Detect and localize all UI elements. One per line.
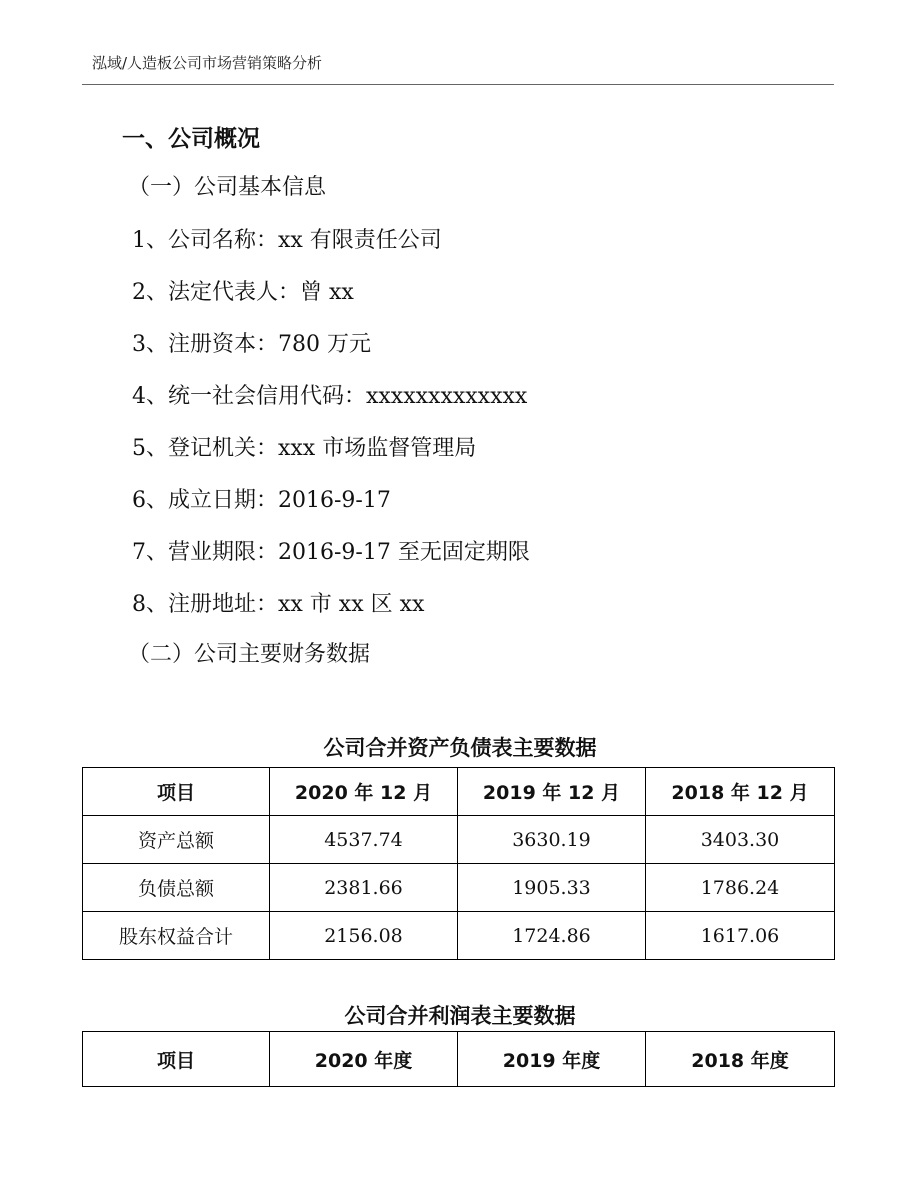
income-statement-table [82, 1031, 835, 1087]
balance-sheet-title: 公司合并资产负债表主要数据 [323, 736, 597, 760]
table-cell: 3403.30 [646, 816, 835, 864]
info-registered-address: 8、注册地址：xx 市 xx 区 xx [132, 592, 425, 617]
balance-sheet-table [82, 767, 835, 960]
row-label: 负债总额 [83, 864, 270, 912]
table-cell: 2381.66 [270, 864, 458, 912]
column-header: 2019 年 12 月 [458, 768, 646, 816]
column-header: 项目 [83, 1032, 270, 1087]
column-header: 2020 年度 [270, 1032, 458, 1087]
table-cell: 1905.33 [458, 864, 646, 912]
table-cell: 1724.86 [458, 912, 646, 960]
column-header: 2020 年 12 月 [270, 768, 458, 816]
column-header: 2019 年度 [458, 1032, 646, 1087]
table-cell: 1617.06 [646, 912, 835, 960]
info-company-name: 1、公司名称：xx 有限责任公司 [132, 228, 442, 253]
info-registered-capital: 3、注册资本：780 万元 [132, 332, 371, 357]
info-credit-code: 4、统一社会信用代码：xxxxxxxxxxxxx [132, 384, 528, 409]
row-label: 股东权益合计 [83, 912, 270, 960]
subsection-heading-financial-data: （二）公司主要财务数据 [128, 642, 371, 667]
income-statement-title: 公司合并利润表主要数据 [344, 1004, 576, 1028]
table-header-row [83, 1032, 835, 1087]
table-cell: 1786.24 [646, 864, 835, 912]
table-cell: 2156.08 [270, 912, 458, 960]
column-header: 项目 [83, 768, 270, 816]
page-header: 泓域/人造板公司市场营销策略分析 [92, 54, 323, 72]
table-cell: 4537.74 [270, 816, 458, 864]
section-heading: 一、公司概况 [122, 126, 260, 152]
info-business-term: 7、营业期限：2016-9-17 至无固定期限 [132, 540, 530, 565]
table-row [83, 912, 835, 960]
column-header: 2018 年度 [646, 1032, 835, 1087]
info-registration-authority: 5、登记机关：xxx 市场监督管理局 [132, 436, 477, 461]
info-establishment-date: 6、成立日期：2016-9-17 [132, 488, 391, 513]
row-label: 资产总额 [83, 816, 270, 864]
subsection-heading-basic-info: （一）公司基本信息 [128, 175, 327, 200]
info-legal-representative: 2、法定代表人：曾 xx [132, 280, 354, 305]
table-row [83, 864, 835, 912]
column-header: 2018 年 12 月 [646, 768, 835, 816]
header-divider [82, 84, 834, 85]
table-cell: 3630.19 [458, 816, 646, 864]
table-row [83, 816, 835, 864]
table-header-row [83, 768, 835, 816]
